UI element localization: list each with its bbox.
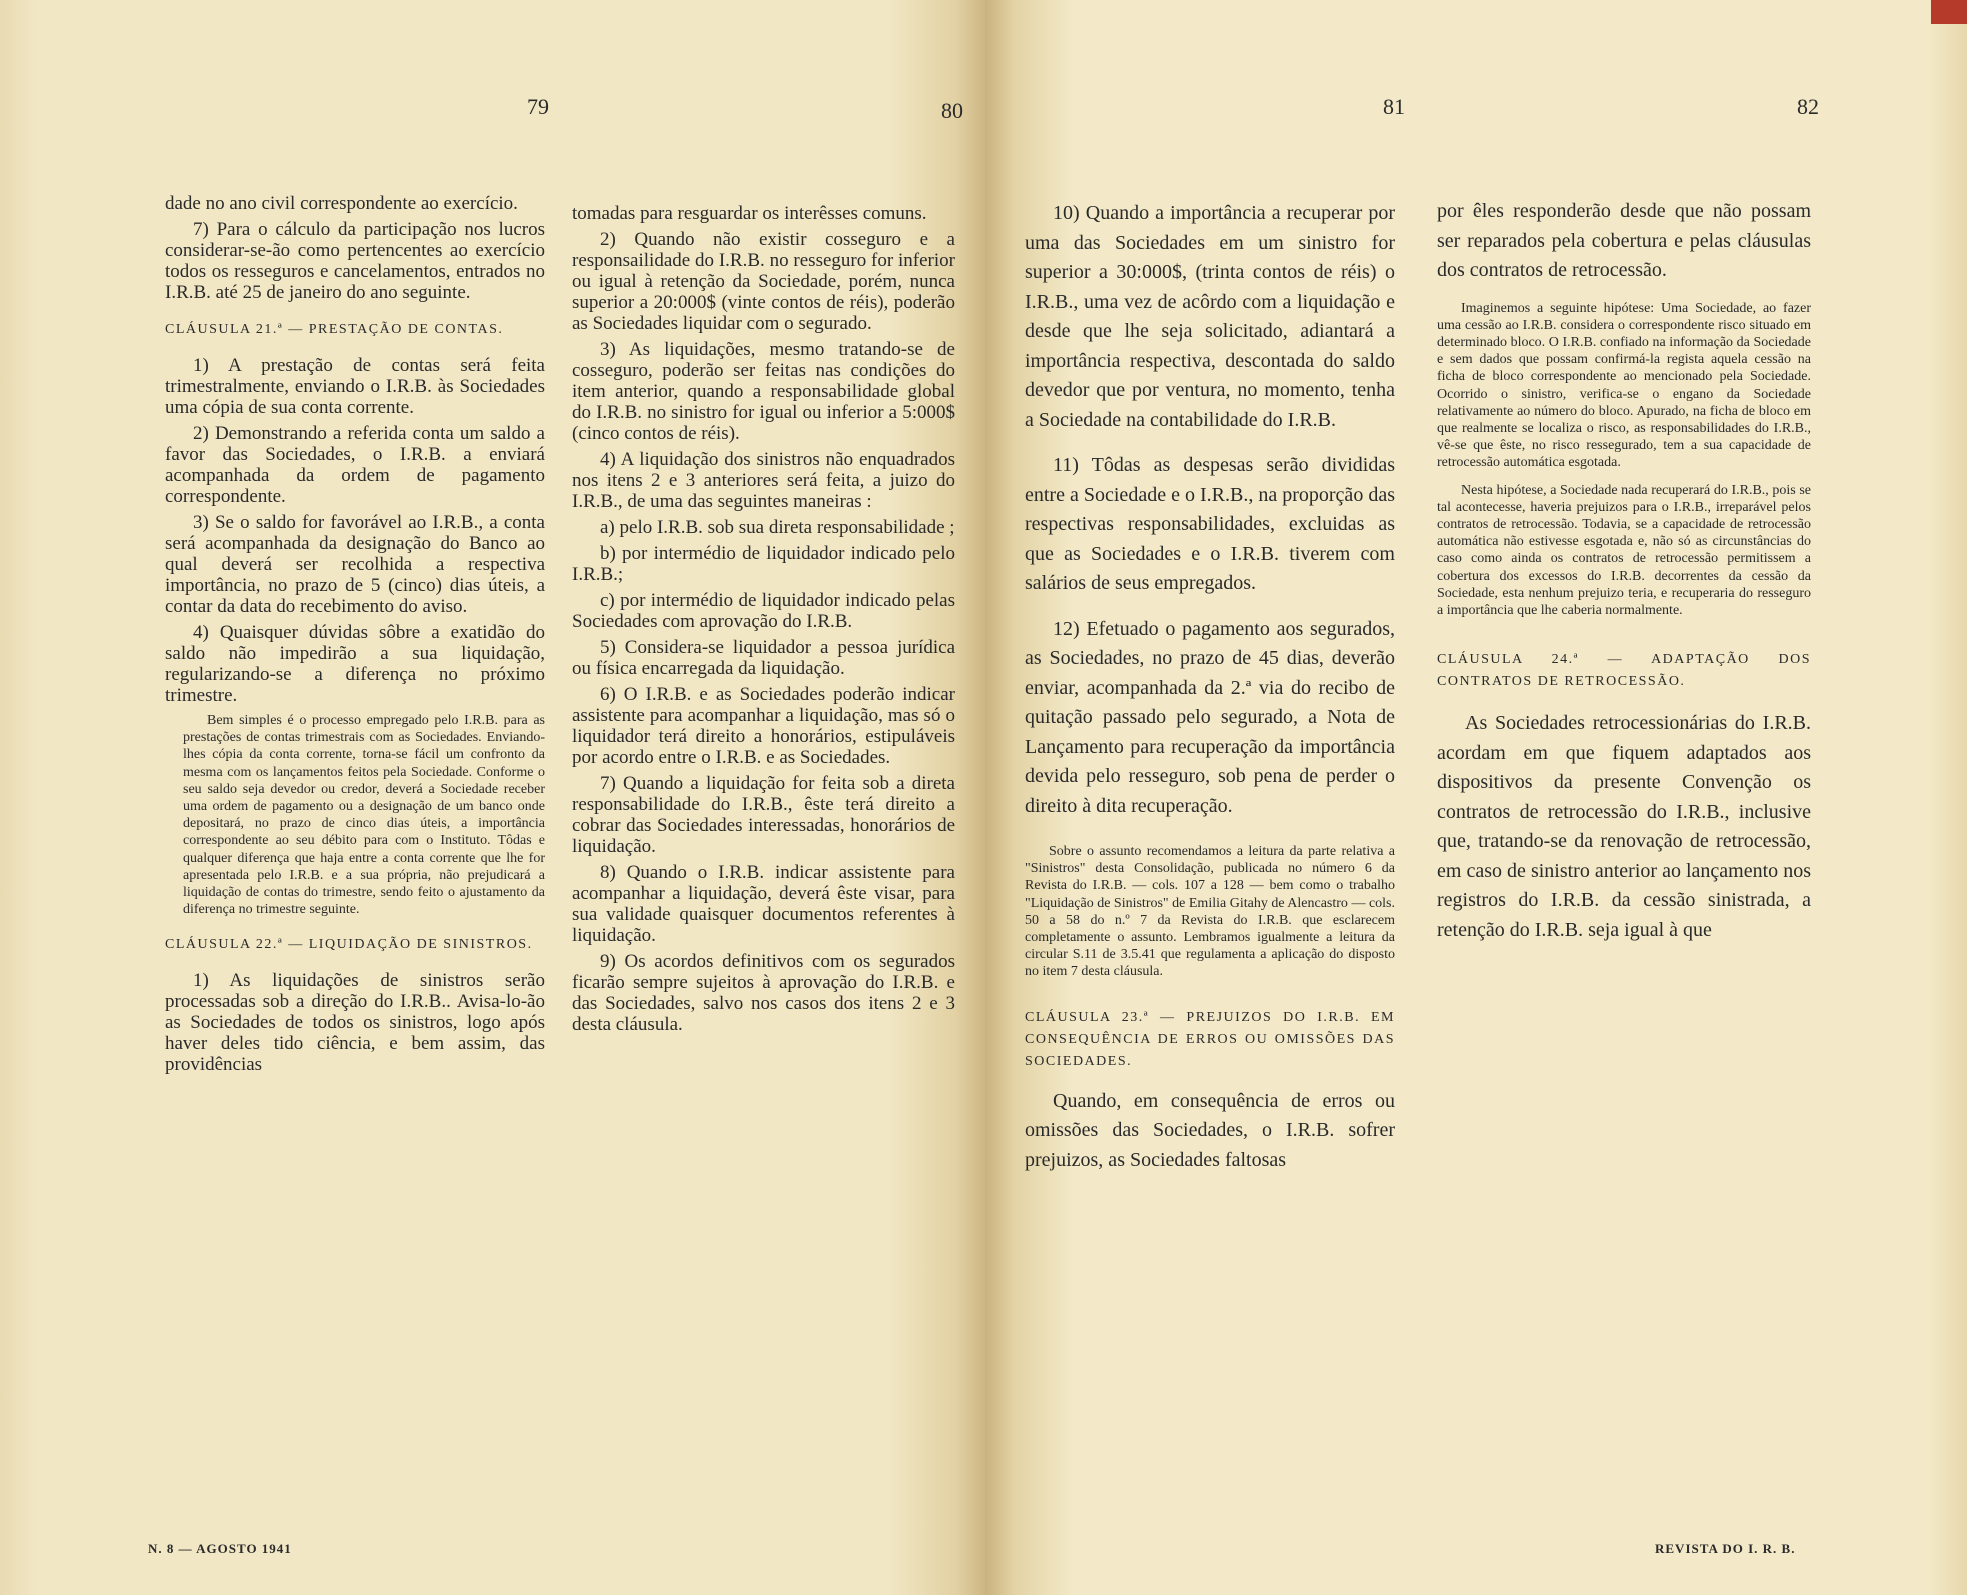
list-item: a) pelo I.R.B. sob sua direta responsabilidade ; <box>600 517 955 538</box>
clause-23-heading: CLÁUSULA 23.ª — PREJUIZOS DO I.R.B. EM CONSEQUÊNCIA DE ERROS OU OMISSÕES DAS SOCIEDADES. <box>1025 1009 1395 1069</box>
paragraph: As Sociedades retrocessionárias do I.R.B. acordam em que fiquem adaptados aos dispositivos da presente Convenção os contratos de retrocessão do I.R.B., inclusive que, tratando-se da renovação de retrocessão, em caso de sinistro anterior ao lançamento nos registros do I.R.B. da cessão sinistrada, a retenção do I.R.B. seja igual à que <box>1437 712 1811 941</box>
column-80 <box>572 203 955 1040</box>
paragraph: 1) As liquidações de sinistros serão processadas sob a direção do I.R.B.. Avisa-lo-ão as Sociedades de todos os sinistros, logo após haver deles tido ciência, e bem assim, das providências <box>165 970 545 1076</box>
page-number-81: 81 <box>1383 94 1405 119</box>
red-corner-mark <box>1931 0 1967 24</box>
paragraph: 2) Quando não existir cosseguro e a responsailidade do I.R.B. no resseguro for inferior ou igual à retenção da Sociedade, porém, nunca superior a 20:000$ (vinte contos de réis), poderão as Sociedades liquidar com o segurado. <box>572 229 955 334</box>
paragraph: Quando, em consequência de erros ou omissões das Sociedades, o I.R.B. sofrer prejuizos, as Sociedades faltosas <box>1025 1089 1395 1171</box>
paragraph: 2) Demonstrando a referida conta um saldo a favor das Sociedades, o I.R.B. a enviará acompanhada da ordem de pagamento correspondente. <box>165 423 545 507</box>
right-page <box>985 0 1967 1595</box>
paragraph: tomadas para resguardar os interêsses comuns. <box>572 203 927 224</box>
paragraph: 10) Quando a importância a recuperar por uma das Sociedades em um sinistro for superior a 30:000$, (trinta contos de réis) o I.R.B., uma vez de acôrdo com a liquidação e desde que lhe seja solicitado, adiantará a importância respectiva, descontada do saldo devedor que por ventura, no momento, tenha a Sociedade na contabilidade do I.R.B. <box>1025 202 1395 431</box>
clause-22-heading: CLÁUSULA 22.ª — LIQUIDAÇÃO DE SINISTROS. <box>165 937 533 953</box>
page-number-79: 79 <box>527 94 549 119</box>
clause-21-heading: CLÁUSULA 21.ª — PRESTAÇÃO DE CONTAS. <box>165 322 504 337</box>
commentary-note: Sobre o assunto recomendamos a leitura da parte relativa a "Sinistros" desta Consolidação, publicada no número 6 da Revista do I.R.B. — cols. 107 a 128 — bem como o trabalho "Liquidação de Sinistros" de Emilia Gitahy de Alencastro — cols. 50 a 58 do n.º 7 da Revista do I.R.B. que esclarecem completamente o assunto. Lembramos igualmente a leitura da circular S.11 de 3.5.41 que regulamenta a aplicação do disposto no item 7 desta cláusula. <box>1025 844 1395 980</box>
commentary-note: Imaginemos a seguinte hipótese: Uma Sociedade, ao fazer uma cessão ao I.R.B. considera o correspondente risco situado em determinado bloco. O I.R.B. confiado na informação da Sociedade e sem dados que possam confirmá-la regista aquela cessão na ficha de bloco correspondente ao mencionado pela Sociedade. Ocorrido o sinistro, verifica-se o engano da Sociedade relativamente ao número do bloco. Apurado, na ficha de bloco em que realmente se localiza o risco, as responsabilidades do I.R.B., vê-se que êste, no risco ressegurado, tem a sua capacidade de retrocessão automática esgotada. <box>1437 300 1811 471</box>
column-82 <box>1437 197 1811 950</box>
commentary-note: Bem simples é o processo empregado pelo I.R.B. para as prestações de contas trimestrais com as Sociedades. Enviando-lhes cópia da conta corrente, torna-se fácil um confronto da mesma com os lançamentos feitos pela Sociedade. Conforme o seu saldo seja devedor ou credor, deverá a Sociedade receber uma ordem de pagamento ou a designação de um banco onde depositará, no prazo de cinco dias úteis, a importância correspondente ao seu débito para com o Instituto. Tôdas e qualquer diferença que haja entre a conta corrente que lhe for apresentada pelo I.R.B. e a sua própria, não prejudicará a liquidação de contas do trimestre, sendo feito o ajustamento da diferença no trimestre seguinte. <box>183 713 545 918</box>
paragraph: 7) Para o cálculo da participação nos lucros considerar-se-ão como pertencentes ao exercício todos os resseguros e cancelamentos, entrados no I.R.B. até 25 de janeiro do ano seguinte. <box>165 219 545 303</box>
paragraph: 6) O I.R.B. e as Sociedades poderão indicar assistente para acompanhar a liquidação, mas só o liquidador terá direito a honorários, estipuláveis por acordo entre o I.R.B. e as Sociedades. <box>572 684 955 768</box>
list-item: b) por intermédio de liquidador indicado pelo I.R.B.; <box>572 543 955 585</box>
paragraph: 11) Tôdas as despesas serão divididas entre a Sociedade e o I.R.B., na proporção das respectivas responsabilidades, excluidas as que as Sociedades e o I.R.B. tiverem com salários de seus empregados. <box>1025 454 1395 594</box>
list-item: c) por intermédio de liquidador indicado pelas Sociedades com aprovação do I.R.B. <box>572 590 955 632</box>
paragraph: 12) Efetuado o pagamento aos segurados, as Sociedades, no prazo de 45 dias, deverão enviar, acompanhada da 2.ª via do recibo de quitação passado pelo segurado, a Nota de Lançamento para recuperação da importância devida pelo resseguro, sob pena de perder o direito à dita recuperação. <box>1025 617 1395 817</box>
page-number-80: 80 <box>941 98 963 123</box>
paragraph: dade no ano civil correspondente ao exercício. <box>165 193 518 214</box>
paragraph: 5) Considera-se liquidador a pessoa jurídica ou física encarregada da liquidação. <box>572 637 955 679</box>
column-79 <box>165 193 545 1080</box>
paragraph: 3) As liquidações, mesmo tratando-se de cosseguro, poderão ser feitas nas condições do item anterior, quando a responsabilidade global do I.R.B. no sinistro for igual ou inferior a 5:000$ (cinco contos de réis). <box>572 339 955 444</box>
page-number-82: 82 <box>1797 94 1819 119</box>
paragraph: 4) Quaisquer dúvidas sôbre a exatidão do saldo não impedirão a sua liquidação, regularizando-se a diferença no próximo trimestre. <box>165 622 545 706</box>
paragraph: 9) Os acordos definitivos com os segurados ficarão sempre sujeitos à aprovação do I.R.B. e das Sociedades, salvo nos casos dos itens 2 e 3 desta cláusula. <box>572 951 955 1035</box>
paragraph: 4) A liquidação dos sinistros não enquadrados nos itens 2 e 3 anteriores será feita, a juizo do I.R.B., de uma das seguintes maneiras : <box>572 449 955 512</box>
paragraph: 3) Se o saldo for favorável ao I.R.B., a conta será acompanhada da designação do Banco ao qual deverá ser recolhida a respectiva importância, no prazo de 5 (cinco) dias úteis, a contar da data do recebimento do aviso. <box>165 512 545 617</box>
footer-journal: REVISTA DO I. R. B. <box>1655 1541 1796 1556</box>
paragraph: 1) A prestação de contas será feita trimestralmente, enviando o I.R.B. às Sociedades uma cópia de sua conta corrente. <box>165 355 545 418</box>
footer-issue: N. 8 — AGOSTO 1941 <box>148 1541 292 1556</box>
commentary-note: Nesta hipótese, a Sociedade nada recuperará do I.R.B., pois se tal acontecesse, haveria prejuizos para o I.R.B., irreparável pelos contratos de retrocessão. Todavia, se a capacidade de retrocessão automática não estivesse esgotada e, não só as circunstâncias do caso como ainda os contratos de retrocessão permitissem a cobertura dos excessos do I.R.B. decorrentes da cessão da Sociedade, esta nenhum prejuizo teria, e recuperaria do resseguro a importância que lhe caberia normalmente. <box>1437 482 1811 618</box>
column-81 <box>1025 199 1395 1180</box>
paragraph: 8) Quando o I.R.B. indicar assistente para acompanhar a liquidação, deverá êste visar, para sua validade quaisquer documentos referentes à liquidação. <box>572 862 955 946</box>
clause-24-heading: CLÁUSULA 24.ª — ADAPTAÇÃO DOS CONTRATOS DE RETROCESSÃO. <box>1437 652 1811 690</box>
paragraph: por êles responderão desde que não possam ser reparados pela cobertura e pelas cláusulas dos contratos de retrocessão. <box>1437 200 1811 281</box>
paragraph: 7) Quando a liquidação for feita sob a direta responsabilidade do I.R.B., êste terá direito a cobrar das Sociedades interessadas, honorários de liquidação. <box>572 773 955 857</box>
